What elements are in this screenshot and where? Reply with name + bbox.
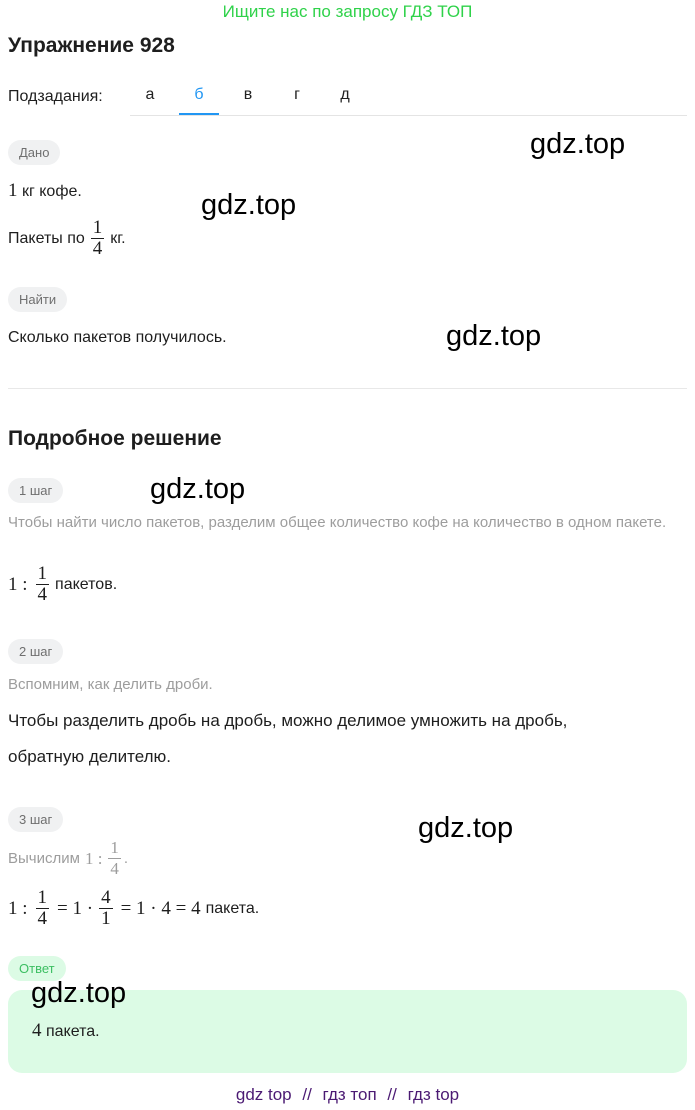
- given-amount-unit: кг кофе.: [21, 183, 82, 200]
- step-3-badge: 3 шаг: [8, 807, 63, 832]
- step-3-hint-prefix: Вычислим: [8, 849, 80, 867]
- answer-value: 4: [32, 1020, 42, 1041]
- tab-a[interactable]: а: [145, 86, 155, 103]
- step-3-fraction-1: [36, 888, 50, 929]
- answer-text: [32, 1020, 100, 1042]
- given-fraction: [91, 218, 105, 259]
- given-badge: Дано: [8, 140, 60, 165]
- watermark: gdz.top: [446, 320, 542, 352]
- step-3-hint: [8, 838, 128, 879]
- tab-d[interactable]: д: [340, 86, 350, 103]
- step-3-hint-dividend: 1 :: [84, 848, 103, 868]
- page-title: Упражнение 928: [8, 34, 175, 57]
- step-3-suffix: пакета.: [205, 899, 260, 917]
- step-2: [8, 639, 63, 664]
- step-1: [8, 478, 63, 503]
- fraction-denominator: 4: [110, 859, 119, 878]
- watermark: gdz.top: [201, 189, 297, 221]
- step-3-dividend: 1 :: [8, 897, 28, 919]
- step-2-badge: 2 шаг: [8, 639, 63, 664]
- fraction-numerator: 1: [110, 838, 119, 857]
- given-pack-suffix: кг.: [110, 229, 126, 247]
- footer-links: [0, 1085, 695, 1105]
- given-amount: 1: [8, 180, 18, 201]
- step-1-suffix: пакетов.: [55, 575, 118, 593]
- step-3: [8, 807, 63, 832]
- step-2-rule-line-1: Чтобы разделить дробь на дробь, можно делимое умножить на дробь,: [8, 711, 568, 730]
- footer-link-gdz-top[interactable]: gdz top: [235, 1085, 292, 1104]
- watermark: gdz.top: [150, 473, 246, 505]
- find-text: Сколько пакетов получилось.: [8, 329, 227, 346]
- step-1-hint: Чтобы найти число пакетов, разделим общее количество кофе на количество в одном пакете.: [8, 514, 667, 531]
- given-line-1: [8, 180, 82, 202]
- step-3-hint-end: .: [123, 849, 129, 867]
- step-1-expression: [8, 564, 117, 605]
- subtask-tabs: [130, 76, 687, 116]
- footer-separator: //: [387, 1085, 397, 1104]
- step-3-result: = 1 · 4 = 4: [120, 897, 201, 919]
- section-divider: [8, 388, 687, 389]
- tab-v[interactable]: в: [243, 86, 253, 103]
- step-2-hint: Вспомним, как делить дроби.: [8, 676, 213, 693]
- watermark: gdz.top: [530, 128, 626, 160]
- footer-separator: //: [302, 1085, 312, 1104]
- tab-g[interactable]: г: [294, 86, 300, 103]
- step-3-hint-fraction: [108, 838, 121, 879]
- step-1-fraction: [36, 564, 50, 605]
- step-3-multiply: = 1 ·: [57, 897, 94, 919]
- step-1-badge: 1 шаг: [8, 478, 63, 503]
- given-line-2: [8, 218, 126, 259]
- promo-banner: Ищите нас по запросу ГДЗ ТОП: [222, 2, 473, 21]
- footer-link-gdz-top-ru[interactable]: гдз топ: [322, 1085, 377, 1104]
- fraction-numerator: 1: [37, 563, 48, 584]
- fraction-numerator: 1: [92, 217, 103, 238]
- step-2-rule-line-2: обратную делителю.: [8, 747, 171, 766]
- step-3-expression: [8, 888, 259, 929]
- watermark: gdz.top: [418, 812, 514, 844]
- watermark: gdz.top: [31, 977, 127, 1009]
- fraction-numerator: 1: [37, 887, 48, 908]
- fraction-denominator: 4: [92, 238, 103, 259]
- footer-link-gdz-top-mixed[interactable]: гдз top: [407, 1085, 460, 1104]
- fraction-denominator: 4: [37, 584, 48, 605]
- tab-b[interactable]: б: [179, 76, 219, 115]
- fraction-numerator: 4: [101, 887, 111, 908]
- find-badge: Найти: [8, 287, 67, 312]
- step-3-fraction-2: [99, 888, 113, 929]
- fraction-denominator: 1: [101, 908, 111, 929]
- step-1-dividend: 1 :: [8, 573, 28, 595]
- answer-unit: пакета.: [45, 1023, 100, 1040]
- subtasks-label: Подзадания:: [8, 88, 103, 105]
- given-pack-prefix: Пакеты по: [8, 229, 85, 247]
- solution-heading: Подробное решение: [8, 427, 222, 450]
- find-section: [8, 287, 67, 312]
- answer-badge: Ответ: [8, 956, 66, 981]
- fraction-denominator: 4: [37, 908, 48, 929]
- given-section: [8, 140, 60, 165]
